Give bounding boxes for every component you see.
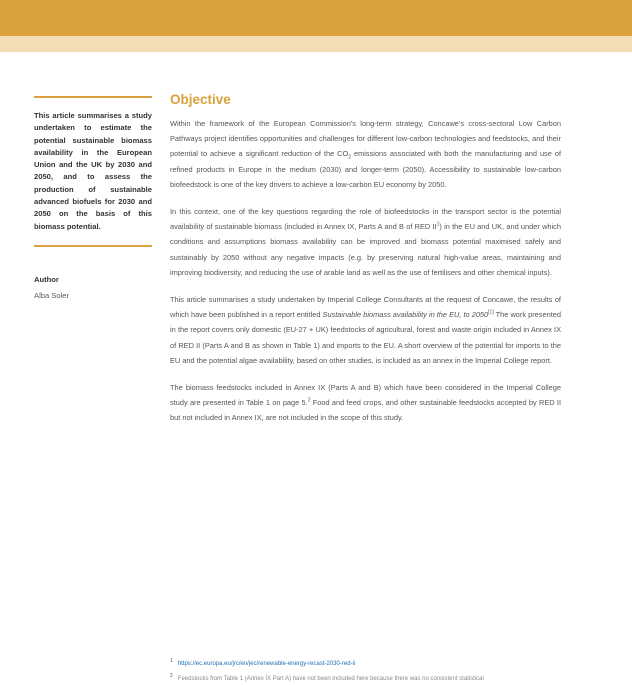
article-summary: This article summarises a study undertaken to estimate the potential sustainable biomass availability in the European Union and the UK by 2030 and 2050, and to assess the production of sustainable advanced biofuels for 2030 and 2050 on the basis of this biomass potential. — [34, 111, 152, 231]
header-band — [0, 0, 632, 36]
section-heading: Objective — [170, 92, 231, 107]
main-content — [170, 92, 561, 438]
p1-subscript: 2 — [348, 154, 352, 161]
p2-text-a: In this context, one of the key questions regarding the role of biofeedstocks in the transport sector is the potential availability of sustainable biomass (included in Annex IX, Parts A and B of RED II — [170, 207, 561, 232]
p3-reference[interactable]: [1] — [488, 309, 494, 316]
author-name: Alba Soler — [34, 291, 70, 300]
footnote-2-number: 2 — [170, 673, 173, 679]
author-label: Author — [34, 275, 59, 284]
footnote-1-number: 1 — [170, 658, 173, 664]
report-title: Sustainable biomass availability in the EU, to 2050 — [322, 310, 489, 320]
p4-footnote-ref[interactable]: 2 — [307, 397, 311, 404]
p3-text-a: This article summarises a study undertaken by Imperial College Consultants at the request of Concawe, the results of which have been published in a report entitled — [170, 295, 561, 320]
sidebar-rule-bottom — [34, 245, 152, 247]
p1-text-b: emissions associated with both the manufacturing and use of refined products in Europe in the medium (2030) and longer-term (2050). Accessibility to sustainable low-carbon biofeedstock is one of the key drivers to achieve a low-carbon EU economy by 2050. — [170, 149, 561, 189]
footnote-1-link[interactable]: https://ec.europa.eu/jrc/en/jec/renewable-energy-recast-2030-red-ii — [177, 661, 356, 667]
paragraph-2 — [170, 204, 561, 280]
paragraph-1 — [170, 116, 561, 192]
footnotes — [170, 655, 590, 685]
p2-footnote-ref[interactable]: 1 — [436, 221, 440, 228]
footnote-1 — [170, 655, 590, 670]
sidebar-rule-top — [34, 96, 152, 98]
sidebar — [34, 96, 152, 247]
footnote-2-text: Feedstocks from Table 1 (Annex IX Part A) have not been included here because there was no consistent statistical — [177, 676, 484, 682]
paragraph-3 — [170, 292, 561, 368]
p4-text-a: The biomass feedstocks included in Annex IX (Parts A and B) which have been considered in the Imperial College study are presented in Table 1 on page 5. — [170, 383, 561, 408]
header-band-light — [0, 36, 632, 52]
p2-text-b: ) in the EU and UK, and under which conditions and assumptions biomass availability can be improved and biomass potential maximised safely and sustainably by 2050 without any negative impacts (e.g. by preserving natural high-value areas, maintaining and improving biodiversity, and reducing the use of arable land as well as the use of fertilisers and other chemical inputs). — [170, 222, 561, 277]
footnote-2 — [170, 670, 590, 685]
p3-text-b: The work presented in the report covers only domestic (EU-27 + UK) feedstocks of agricultural, forest and waste origin included in Annex IX of RED II (Parts A and B as shown in Table 1) and imports to the EU. A short overview of the potential for imports to the EU and the potential algae availability, based on other studies, is included as an annex in the Imperial College report. — [170, 310, 561, 365]
p1-text-a: Within the framework of the European Commission's long-term strategy, Concawe's cross-sectoral Low Carbon Pathways project identifies opportunities and challenges for different low-carbon technologies and feedstocks, and their potential to achieve a significant reduction of the CO — [170, 119, 561, 159]
p4-text-b: Food and feed crops, and other sustainable feedstocks accepted by RED II but not included in Annex IX, are not included in the scope of this study. — [170, 398, 561, 423]
paragraph-4 — [170, 380, 561, 426]
